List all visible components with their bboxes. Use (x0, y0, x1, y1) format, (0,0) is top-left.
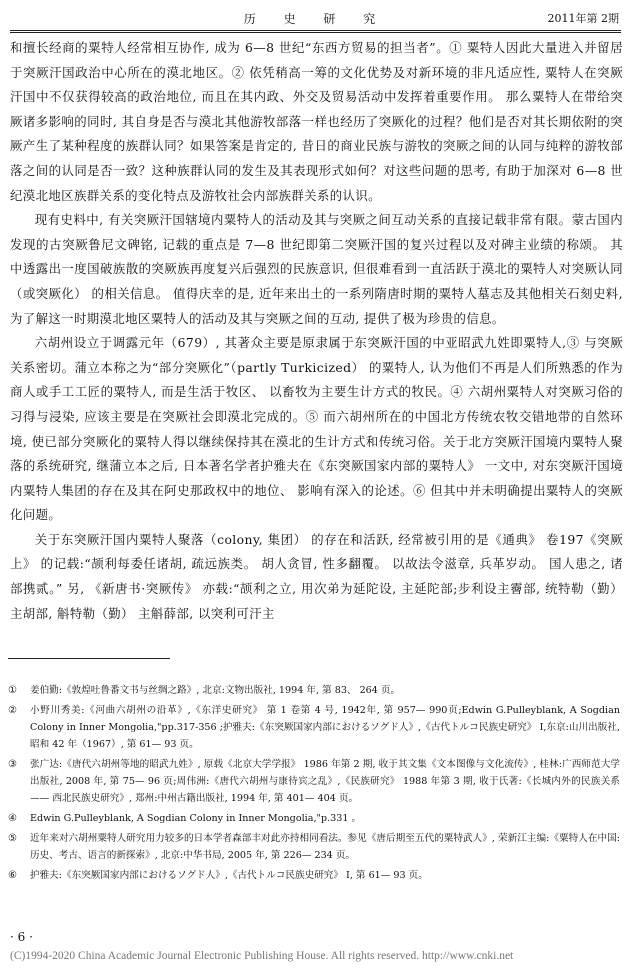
footnote-rule (8, 658, 170, 659)
footnote-mark: ③ (8, 759, 17, 770)
footnote (8, 867, 620, 884)
footnote-mark: ① (8, 685, 17, 696)
footnote-text: 姜伯勤:《敦煌吐鲁番文书与丝绸之路》, 北京:文物出版社, 1994 年, 第 83、 264 页。 (30, 685, 401, 696)
article-body (10, 36, 623, 626)
paragraph: 关于东突厥汗国内粟特人聚落（colony, 集团） 的存在和活跃, 经常被引用的是《通典》 卷197《突厥上》 的记载:“颉利每委任诸胡, 疏远族类。 胡人贪冒, 性多翻覆。 以故法令滋章, 兵革岁动。 国人患之, 诸部携贰。” 另, 《新唐书·突厥传》 亦载:“颉利之立, 用次弟为延陀设, 主延陀部;步利设主霫部, 统特勒（勤） 主胡部, 斛特勒（勤） 主斛薛部, 以突利可汗主 (10, 531, 623, 621)
paragraph: 六胡州设立于调露元年（679）, 其著众主要是原隶属于东突厥汗国的中亚昭武九姓即粟特人,③ 与突厥关系密切。蒲立本称之为“部分突厥化”（partly Turkicized） 的粟特人, 认为他们不再是人们所熟悉的作为商人或手工工匠的粟特人, 而是生活于牧区、 以畜牧为主要生计方式的牧民。④ 六胡州粟特人对突厥习俗的习得与浸染, 应该主要是在突厥社会即漠北完成的。⑤ 而六胡州所在的中国北方传统农牧交错地带的自然环境, 使已部分突厥化的粟特人得以继续保持其在漠北的生计方式和传统习俗。关于北方突厥汗国境内粟特人聚落的系统研究, 继蒲立本之后, 日本著名学者护雅夫在《东突厥国家内部的粟特人》 一文中, 对东突厥汗国境内粟特人集团的存在及其在阿史那政权中的地位、 影响有深入的论述。⑥ 但其中并未明确提出粟特人的突厥化问题。 (10, 335, 623, 523)
footnote (8, 810, 620, 827)
journal-title: 历 史 研 究 (243, 12, 388, 26)
footnote (8, 702, 620, 753)
paragraph: 现有史料中, 有关突厥汗国辖境内粟特人的活动及其与突厥之间互动关系的直接记载非常有限。蒙古国内发现的古突厥鲁尼文碑铭, 记载的重点是 7—8 世纪即第二突厥汗国的复兴过程以及对碑主业绩的称颂。 其中透露出一度国破族散的突厥族再度复兴后强烈的民族意识, 但很难看到一直活跃于漠北的粟特人对突厥认同（或突厥化） 的相关信息。 值得庆幸的是, 近年来出土的一系列隋唐时期的粟特人墓志及其他相关石刻史料, 为了解这一时期漠北地区粟特人的活动及其与突厥之间的互动, 提供了极为珍贵的信息。 (10, 212, 623, 326)
footnote (8, 830, 620, 864)
page-number: · 6 · (10, 930, 33, 944)
footnote (8, 756, 620, 807)
paragraph: 和擅长经商的粟特人经常相互协作, 成为 6—8 世纪“东西方贸易的担当者”。① 粟特人因此大量进入并留居于突厥汗国政治中心所在的漠北地区。② 依凭稍高一筹的文化优势及对新环境的非凡适应性, 粟特人在突厥汗国中不仅获得较高的政治地位, 而且在其内政、外交及贸易活动中发挥着重要作用。 那么粟特人在带给突厥诸多影响的同时, 其自身是否与漠北其他游牧部落一样也经历了突厥化的过程？他们是否对其长期依附的突厥产生了某种程度的族群认同？如果答案是肯定的, 昔日的商业民族与游牧的突厥之间的认同与纯粹的游牧部落之间的认同是否一致？这种族群认同的发生及其表现形式如何？对这些问题的思考, 有助于加深对 6—8 世纪漠北地区族群关系的变化特点及游牧社会内部族群关系的认识。 (10, 40, 623, 203)
footnote-mark: ④ (8, 813, 17, 824)
header-rule (10, 30, 621, 33)
footnote-text: 近年来对六胡州粟特人研究用力较多的日本学者森部丰对此亦持相同看法。参见《唐后期至五代的粟特武人》, 荣新江主编:《粟特人在中国:历史、考古、语言的新探索》, 北京:中华书局, 2005 年, 第 226— 234 页。 (30, 833, 620, 861)
footnote-text: Edwin G.Pulleyblank, A Sogdian Colony in Inner Mongolia,"p.331 。 (30, 813, 362, 824)
footnote-mark: ② (8, 705, 17, 716)
footnote-text: 护雅夫:《东突厥国家内部におけるソグド人》,《古代トルコ民族史研究》 I, 第 61— 93 页。 (30, 870, 428, 881)
copyright-line: (C)1994-2020 China Academic Journal Electronic Publishing House. All rights reserved. http://www.cnki.net (10, 950, 514, 962)
footnote-text: 张广达:《唐代六胡州等地的昭武九姓》, 原载《北京大学学报》 1986 年第 2 期, 收于其文集《文本图像与文化流传》, 桂林:广西师范大学出版社, 2008 年, 第 75— 96 页;周伟洲:《唐代六胡州与康待宾之乱》,《民族研究》 1988 年第 3 期, 收于氏著:《长城内外的民族关系—— 西北民族史研究》, 郑州:中州古籍出版社, 1994 年, 第 401— 404 页。 (30, 759, 620, 804)
footnote-mark: ⑤ (8, 833, 17, 844)
footnotes (8, 682, 620, 887)
footnote-text: 小野川秀美:《河曲六胡州の沿革》,《东洋史研究》 第 1 卷第 4 号, 1942年, 第 957— 990页;Edwin G.Pulleyblank, A Sogdian Colony in Inner Mongolia,"pp.317-356 ;护雅夫:《东突厥国家内部におけるソグド人》,《古代トルコ民族史研究》 I,东京:山川出版社, 昭和 42 年（1967）, 第 61— 93 页。 (30, 705, 620, 750)
footnote (8, 682, 620, 699)
issue-label: 2011年第 2期 (547, 12, 619, 25)
running-header (0, 8, 631, 30)
footnote-mark: ⑥ (8, 870, 17, 881)
